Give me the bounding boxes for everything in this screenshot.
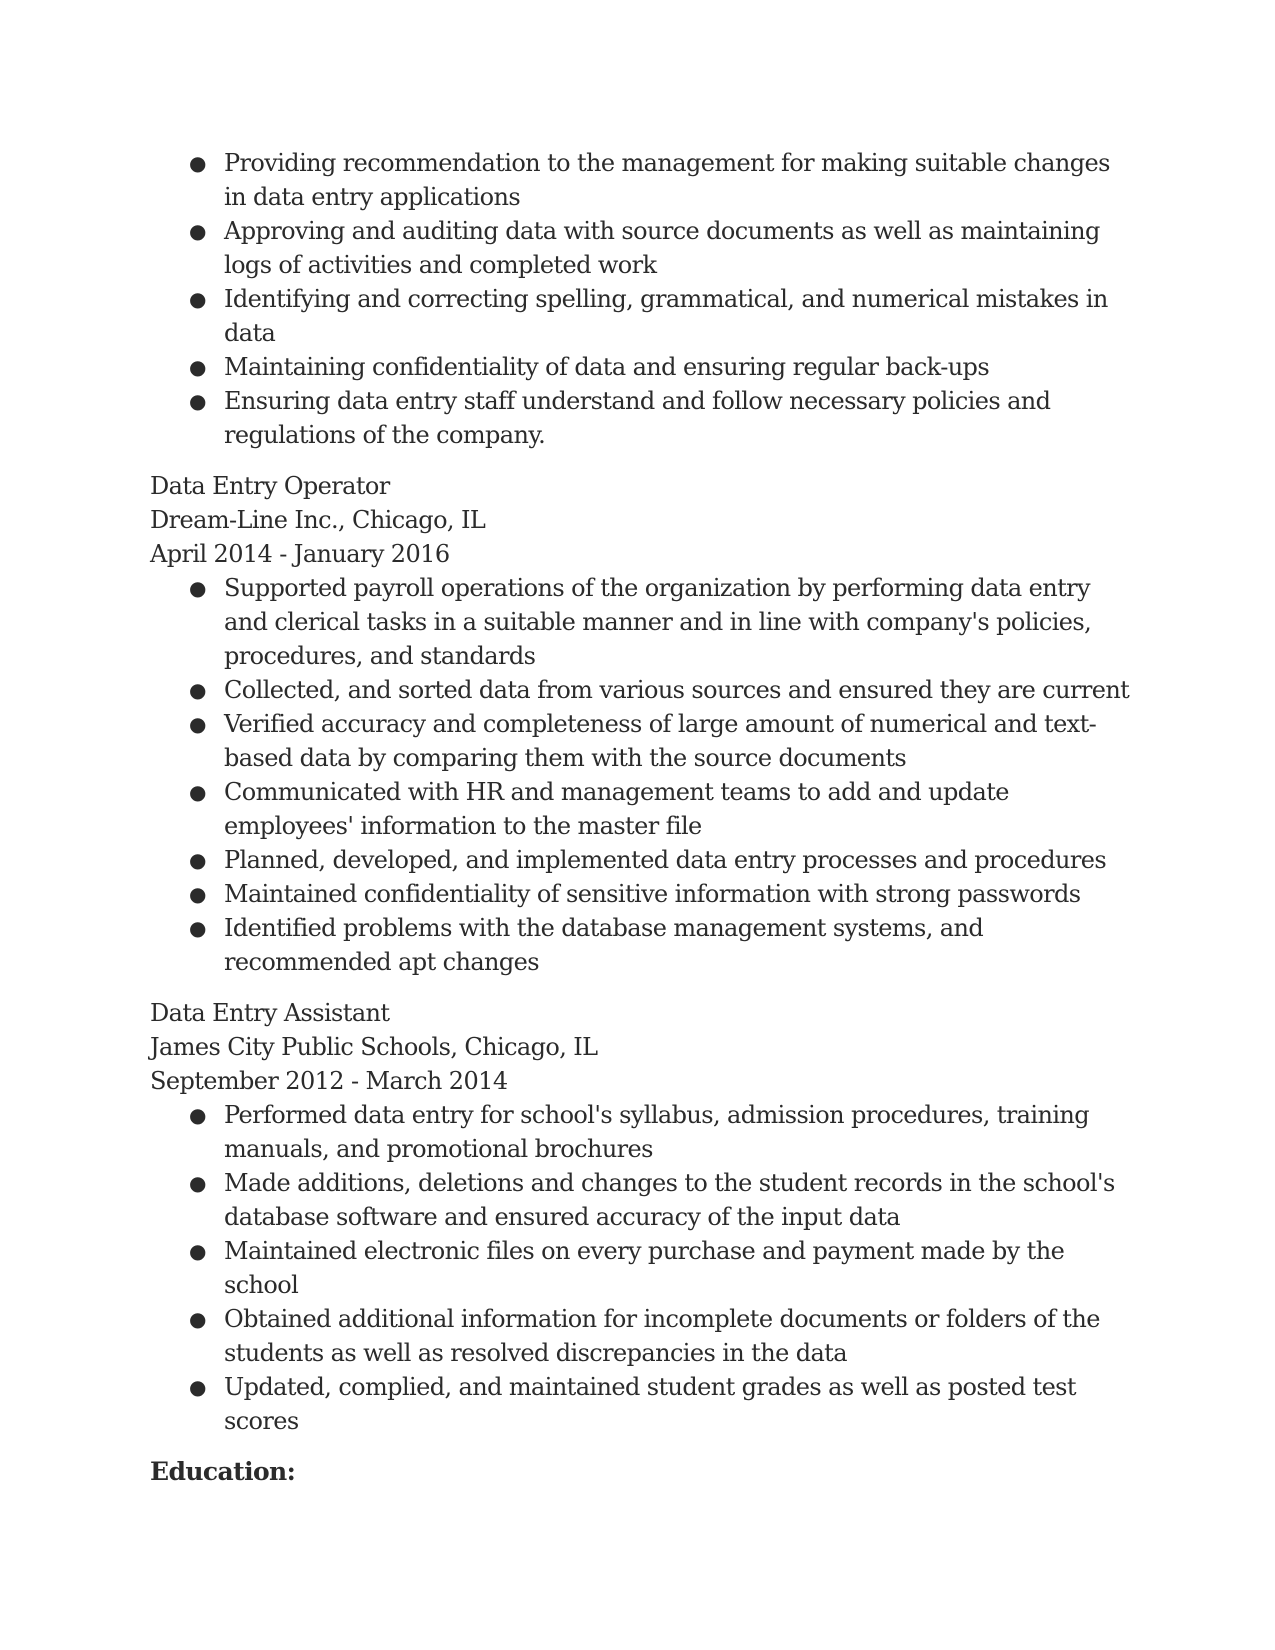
bullet-icon: ● <box>189 1103 206 1127</box>
list-item <box>150 350 1130 384</box>
bullet-icon: ● <box>189 780 206 804</box>
job-dates: April 2014 - January 2016 <box>150 540 450 568</box>
list-item <box>150 843 1130 877</box>
bullet-icon: ● <box>189 355 206 379</box>
bullet-icon: ● <box>189 1171 206 1195</box>
list-item <box>150 1234 1130 1302</box>
bullet-text: Verified accuracy and completeness of large amount of numerical and text-based data by comparing them with the source documents <box>224 710 1097 772</box>
job-company: Dream-Line Inc., Chicago, IL <box>150 506 486 534</box>
bullet-icon: ● <box>189 882 206 906</box>
bullet-text: Ensuring data entry staff understand and follow necessary policies and regulations of the company. <box>224 387 1051 449</box>
bullet-text: Communicated with HR and management teams to add and update employees' information to the master file <box>224 778 1009 840</box>
bullet-text: Supported payroll operations of the organization by performing data entry and clerical tasks in a suitable manner and in line with company's policies, procedures, and standards <box>224 574 1092 670</box>
list-item <box>150 877 1130 911</box>
bullet-icon: ● <box>189 712 206 736</box>
list-item <box>150 1370 1130 1438</box>
bullet-text: Approving and auditing data with source documents as well as maintaining logs of activities and completed work <box>224 217 1100 279</box>
list-item <box>150 282 1130 350</box>
intro-bullet-list <box>150 146 1130 452</box>
bullet-text: Providing recommendation to the management for making suitable changes in data entry applications <box>224 149 1110 211</box>
list-item <box>150 214 1130 282</box>
bullet-text: Identified problems with the database management systems, and recommended apt changes <box>224 914 984 976</box>
bullet-text: Updated, complied, and maintained student grades as well as posted test scores <box>224 1373 1076 1435</box>
job-title: Data Entry Assistant <box>150 999 390 1027</box>
bullet-text: Identifying and correcting spelling, grammatical, and numerical mistakes in data <box>224 285 1108 347</box>
bullet-icon: ● <box>189 219 206 243</box>
bullet-text: Planned, developed, and implemented data entry processes and procedures <box>224 846 1107 874</box>
bullet-icon: ● <box>189 1307 206 1331</box>
bullet-text: Collected, and sorted data from various sources and ensured they are current <box>224 676 1130 704</box>
bullet-icon: ● <box>189 389 206 413</box>
bullet-text: Performed data entry for school's syllabus, admission procedures, training manuals, and promotional brochures <box>224 1101 1090 1163</box>
list-item <box>150 1098 1130 1166</box>
job-bullet-list <box>150 1098 1130 1438</box>
bullet-text: Maintained electronic files on every purchase and payment made by the school <box>224 1237 1065 1299</box>
job-bullet-list <box>150 571 1130 979</box>
bullet-icon: ● <box>189 678 206 702</box>
bullet-text: Obtained additional information for incomplete documents or folders of the students as well as resolved discrepancies in the data <box>224 1305 1100 1367</box>
bullet-icon: ● <box>189 916 206 940</box>
bullet-icon: ● <box>189 151 206 175</box>
list-item <box>150 571 1130 673</box>
list-item <box>150 1302 1130 1370</box>
list-item <box>150 911 1130 979</box>
bullet-icon: ● <box>189 1239 206 1263</box>
job-entry-assistant <box>150 996 1130 1438</box>
bullet-text: Made additions, deletions and changes to the student records in the school's database software and ensured accuracy of the input data <box>224 1169 1115 1231</box>
list-item <box>150 673 1130 707</box>
resume-content <box>150 146 1130 1489</box>
bullet-text: Maintained confidentiality of sensitive information with strong passwords <box>224 880 1081 908</box>
job-company: James City Public Schools, Chicago, IL <box>150 1033 598 1061</box>
list-item <box>150 707 1130 775</box>
job-entry-operator <box>150 469 1130 979</box>
bullet-icon: ● <box>189 1375 206 1399</box>
education-heading: Education: <box>150 1457 296 1486</box>
list-item <box>150 384 1130 452</box>
list-item <box>150 775 1130 843</box>
bullet-text: Maintaining confidentiality of data and ensuring regular back-ups <box>224 353 990 381</box>
list-item <box>150 146 1130 214</box>
bullet-icon: ● <box>189 848 206 872</box>
bullet-icon: ● <box>189 287 206 311</box>
bullet-icon: ● <box>189 576 206 600</box>
list-item <box>150 1166 1130 1234</box>
job-dates: September 2012 - March 2014 <box>150 1067 508 1095</box>
job-title: Data Entry Operator <box>150 472 390 500</box>
